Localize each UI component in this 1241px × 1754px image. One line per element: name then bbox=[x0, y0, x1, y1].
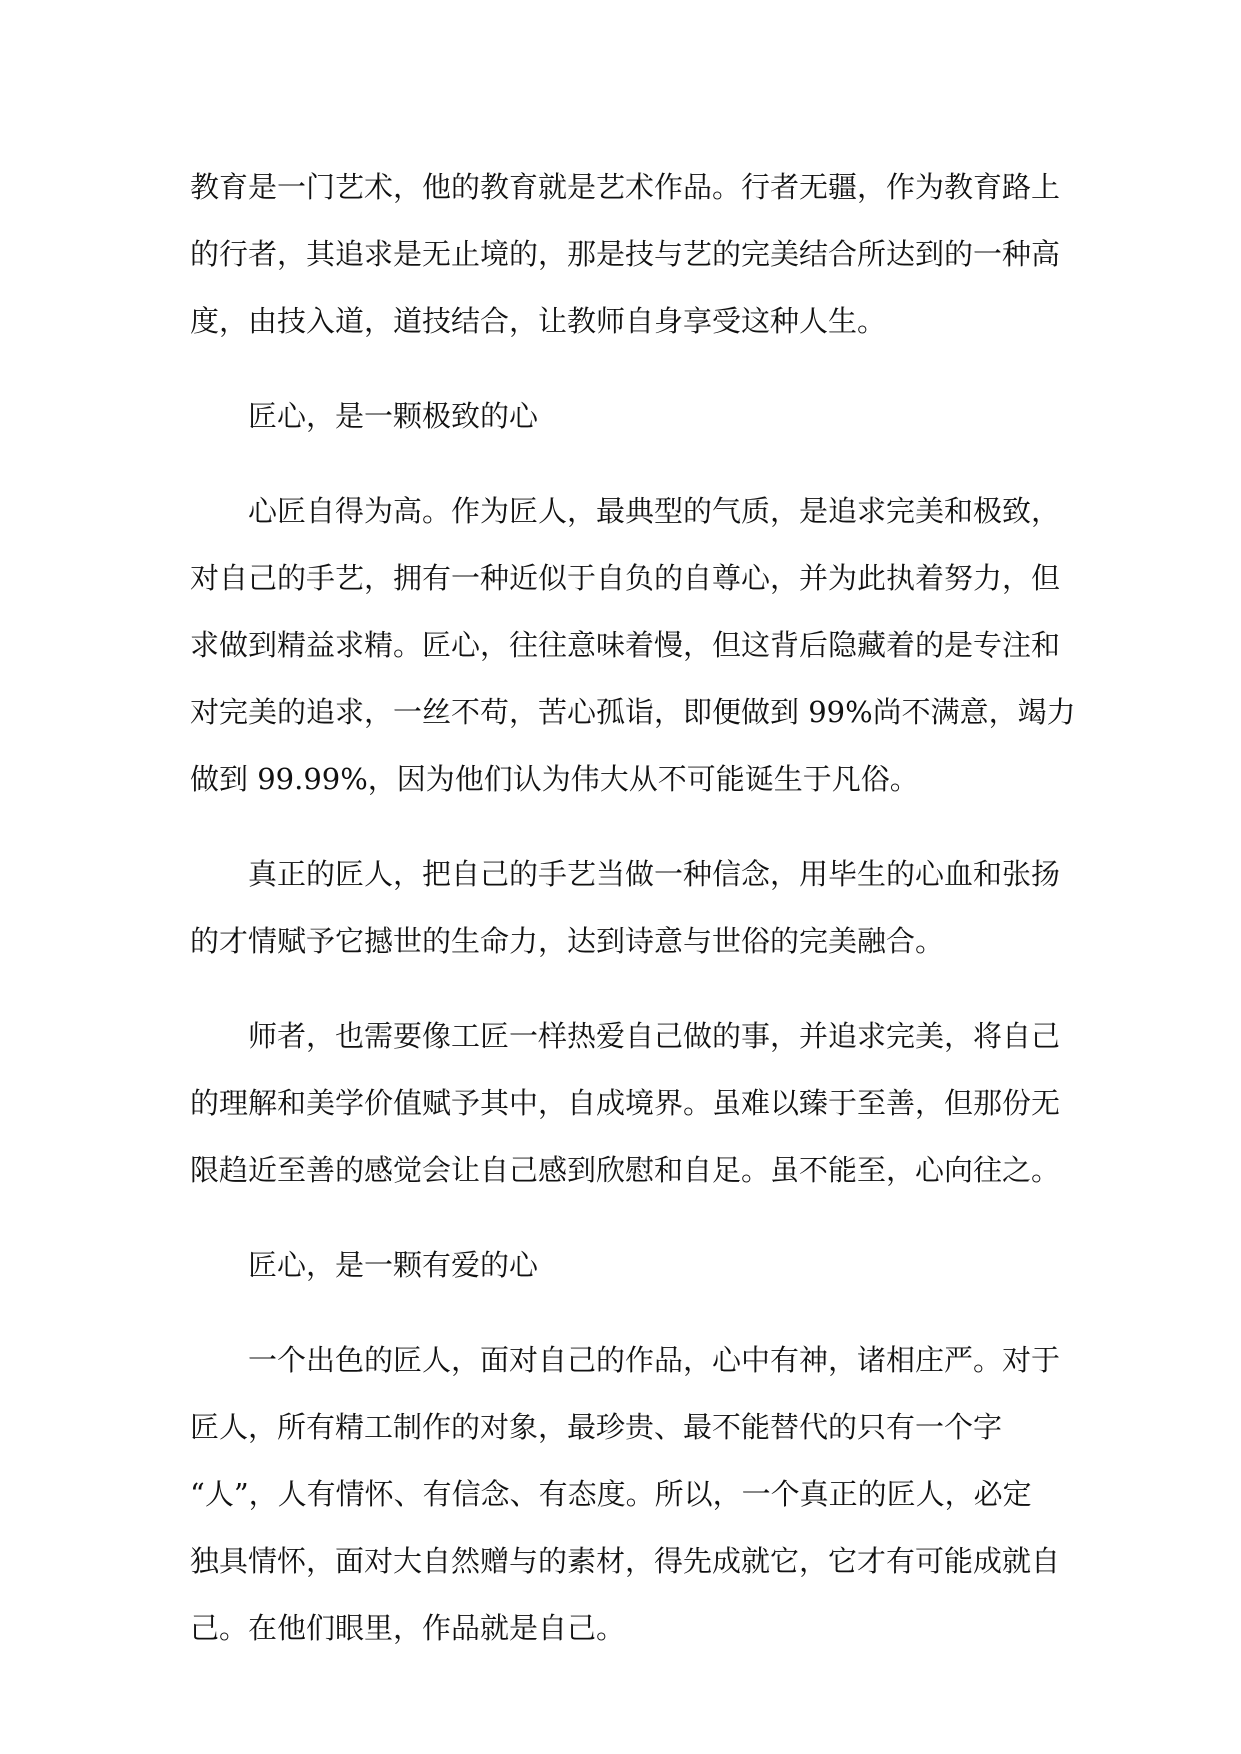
document-body bbox=[190, 154, 1076, 1690]
paragraph-line: 的理解和美学价值赋予其中，自成境界。虽难以臻于至善，但那份无 bbox=[190, 1086, 1061, 1120]
paragraph-line: 做到 99.99%，因为他们认为伟大从不可能诞生于凡俗。 bbox=[190, 762, 919, 796]
section-heading-text: 匠心，是一颗有爱的心 bbox=[248, 1248, 539, 1282]
paragraph bbox=[190, 841, 1070, 975]
section-heading bbox=[190, 383, 1070, 450]
paragraph-line: 限趋近至善的感觉会让自己感到欣慰和自足。虽不能至，心向往之。 bbox=[190, 1153, 1061, 1187]
section-heading-text: 匠心，是一颗极致的心 bbox=[248, 399, 539, 433]
paragraph-line: “人”，人有情怀、有信念、有态度。所以，一个真正的匠人，必定 bbox=[190, 1477, 1032, 1511]
paragraph-line: 独具情怀，面对大自然赠与的素材，得先成就它，它才有可能成就自 bbox=[190, 1544, 1061, 1578]
paragraph-line: 对完美的追求，一丝不苟，苦心孤诣，即便做到 99%尚不满意，竭力 bbox=[190, 695, 1076, 729]
paragraph-line: 求做到精益求精。匠心，往往意味着慢，但这背后隐藏着的是专注和 bbox=[190, 628, 1061, 662]
paragraph bbox=[190, 1327, 1070, 1662]
paragraph bbox=[190, 154, 1070, 355]
paragraph-line: 对自己的手艺，拥有一种近似于自负的自尊心，并为此执着努力，但 bbox=[190, 561, 1061, 595]
paragraph-line: 真正的匠人，把自己的手艺当做一种信念，用毕生的心血和张扬 bbox=[248, 857, 1061, 891]
paragraph-line: 匠人，所有精工制作的对象，最珍贵、最不能替代的只有一个字 bbox=[190, 1410, 1003, 1444]
paragraph-line: 己。在他们眼里，作品就是自己。 bbox=[190, 1611, 626, 1645]
paragraph-line: 一个出色的匠人，面对自己的作品，心中有神，诸相庄严。对于 bbox=[248, 1343, 1061, 1377]
paragraph-line: 师者，也需要像工匠一样热爱自己做的事，并追求完美，将自己 bbox=[248, 1019, 1061, 1053]
paragraph-line: 度，由技入道，道技结合，让教师自身享受这种人生。 bbox=[190, 304, 887, 338]
paragraph-line: 的行者，其追求是无止境的，那是技与艺的完美结合所达到的一种高 bbox=[190, 237, 1061, 271]
paragraph-line: 心匠自得为高。作为匠人，最典型的气质，是追求完美和极致， bbox=[248, 494, 1061, 528]
section-heading bbox=[190, 1232, 1070, 1299]
paragraph bbox=[190, 1003, 1070, 1204]
paragraph bbox=[190, 478, 1076, 813]
paragraph-line: 教育是一门艺术，他的教育就是艺术作品。行者无疆，作为教育路上 bbox=[190, 170, 1061, 204]
paragraph-line: 的才情赋予它撼世的生命力，达到诗意与世俗的完美融合。 bbox=[190, 924, 945, 958]
